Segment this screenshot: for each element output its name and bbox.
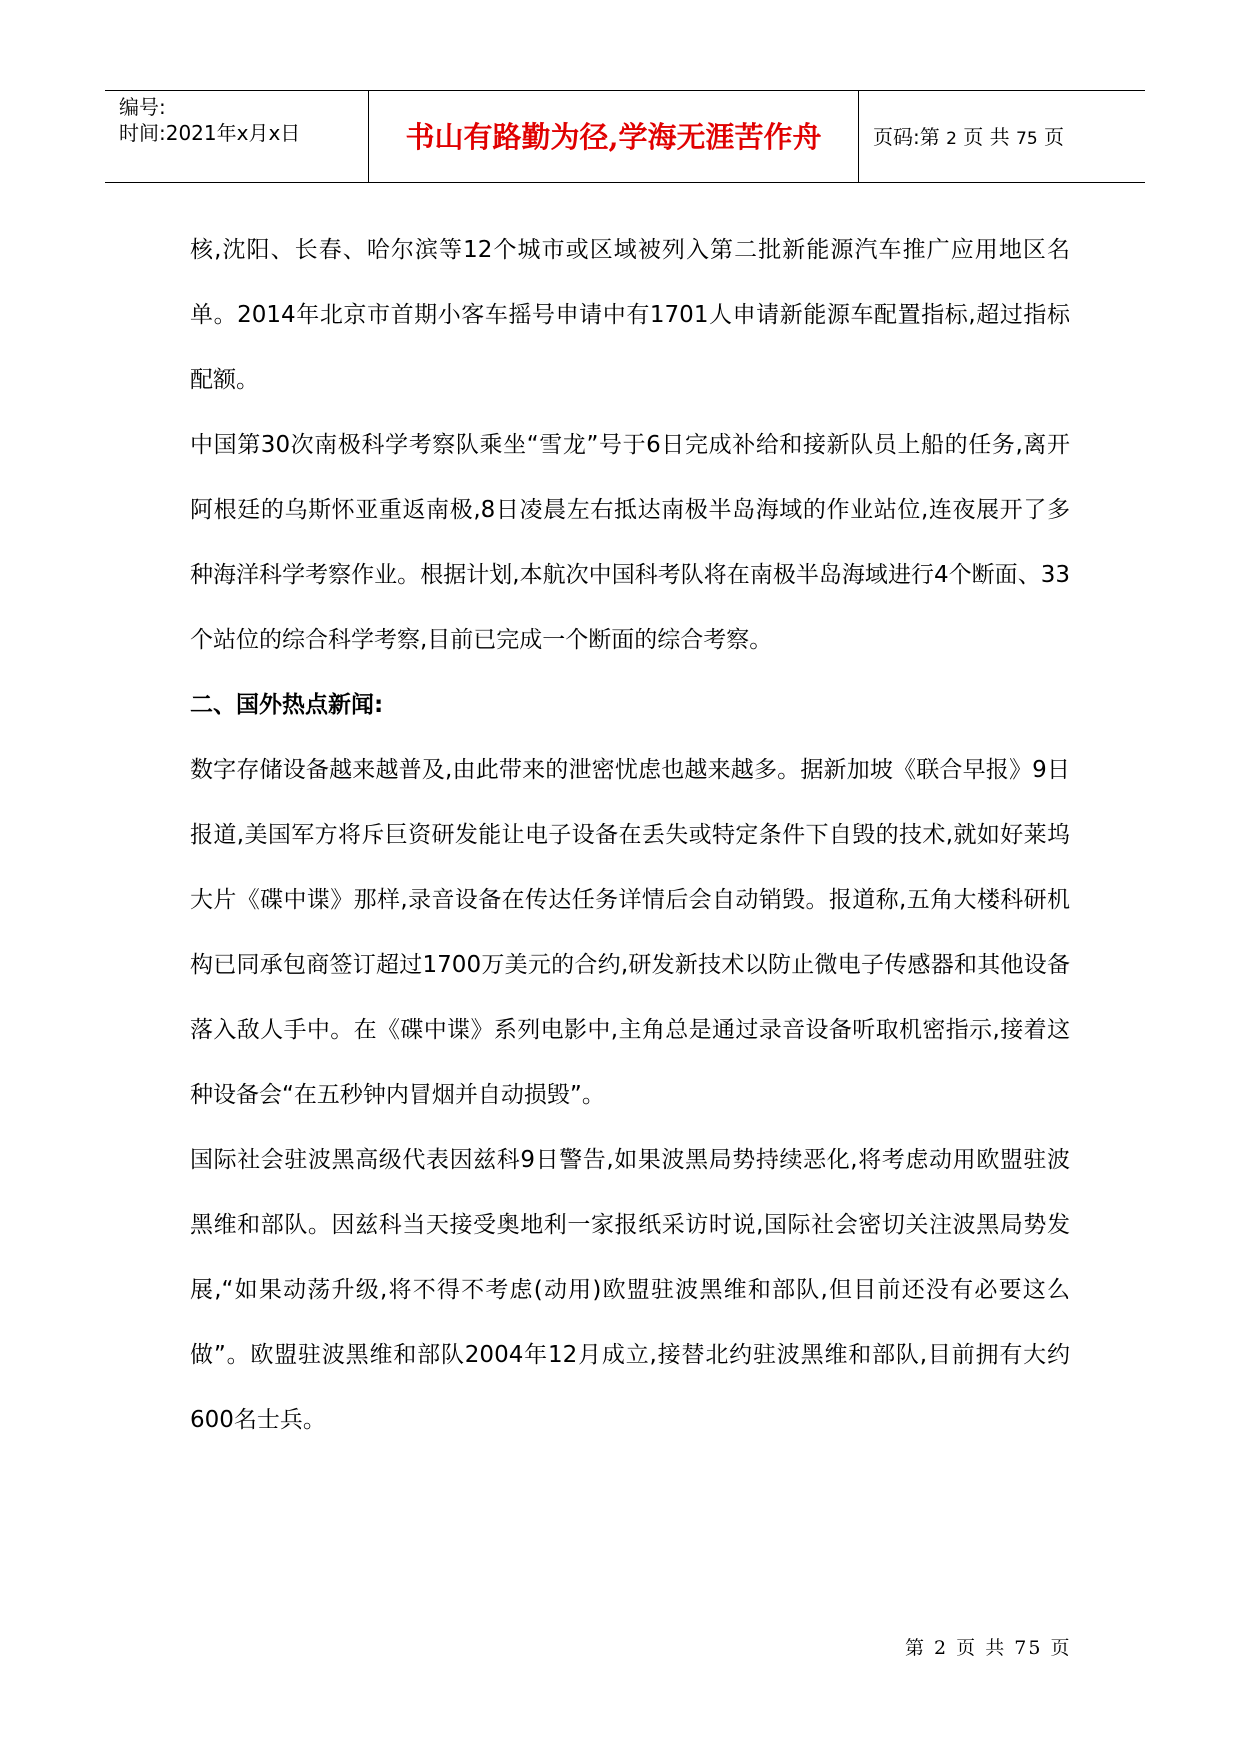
section-heading: 二、国外热点新闻: [190, 692, 384, 718]
paragraph: 中国第30次南极科学考察队乘坐“雪龙”号于6日完成补给和接新队员上船的任务,离开阿根廷的乌斯怀亚重返南极,8日凌晨左右抵达南极半岛海域的作业站位,连夜展开了多种海洋科学考察作业。根据计划,本航次中国科考队将在南极半岛海域进行4个断面、33个站位的综合科学考察,目前已完成一个断面的综合考察。 [190, 432, 1070, 653]
page-code-prefix: 页码:第 [873, 125, 940, 149]
header-left-cell [105, 91, 369, 182]
page-footer: 第 2 页 共 75 页 [905, 1637, 1072, 1659]
paragraph: 数字存储设备越来越普及,由此带来的泄密忧虑也越来越多。据新加坡《联合早报》9日报道,美国军方将斥巨资研发能让电子设备在丢失或特定条件下自毁的技术,就如好莱坞大片《碟中谍》那样,录音设备在传达任务详情后会自动销毁。报道称,五角大楼科研机构已同承包商签订超过1700万美元的合约,研发新技术以防止微电子传感器和其他设备落入敌人手中。在《碟中谍》系列电影中,主角总是通过录音设备听取机密指示,接着这种设备会“在五秒钟内冒烟并自动损毁”。 [190, 757, 1070, 1108]
document-body [190, 218, 1070, 1453]
page-code-total: 75 [1016, 129, 1038, 149]
page-header [105, 90, 1145, 183]
header-page-code [873, 124, 1064, 152]
paragraph: 核,沈阳、长春、哈尔滨等12个城市或区域被列入第二批新能源汽车推广应用地区名单。2014年北京市首期小客车摇号申请中有1701人申请新能源车配置指标,超过指标配额。 [190, 237, 1070, 393]
page-code-middle: 页 共 [963, 125, 1010, 149]
page-code-number: 2 [946, 129, 957, 149]
header-motto: 书山有路勤为径,学海无涯苦作舟 [405, 120, 822, 154]
page-code-suffix: 页 [1044, 125, 1065, 149]
header-middle-cell [369, 91, 859, 182]
document-time-label: 时间:2021年x月x日 [119, 121, 301, 145]
header-right-cell [859, 91, 1145, 182]
document-number-label: 编号: [119, 95, 166, 119]
paragraph: 国际社会驻波黑高级代表因兹科9日警告,如果波黑局势持续恶化,将考虑动用欧盟驻波黑维和部队。因兹科当天接受奥地利一家报纸采访时说,国际社会密切关注波黑局势发展,“如果动荡升级,将不得不考虑(动用)欧盟驻波黑维和部队,但目前还没有必要这么做”。欧盟驻波黑维和部队2004年12月成立,接替北约驻波黑维和部队,目前拥有大约600名士兵。 [190, 1147, 1070, 1433]
